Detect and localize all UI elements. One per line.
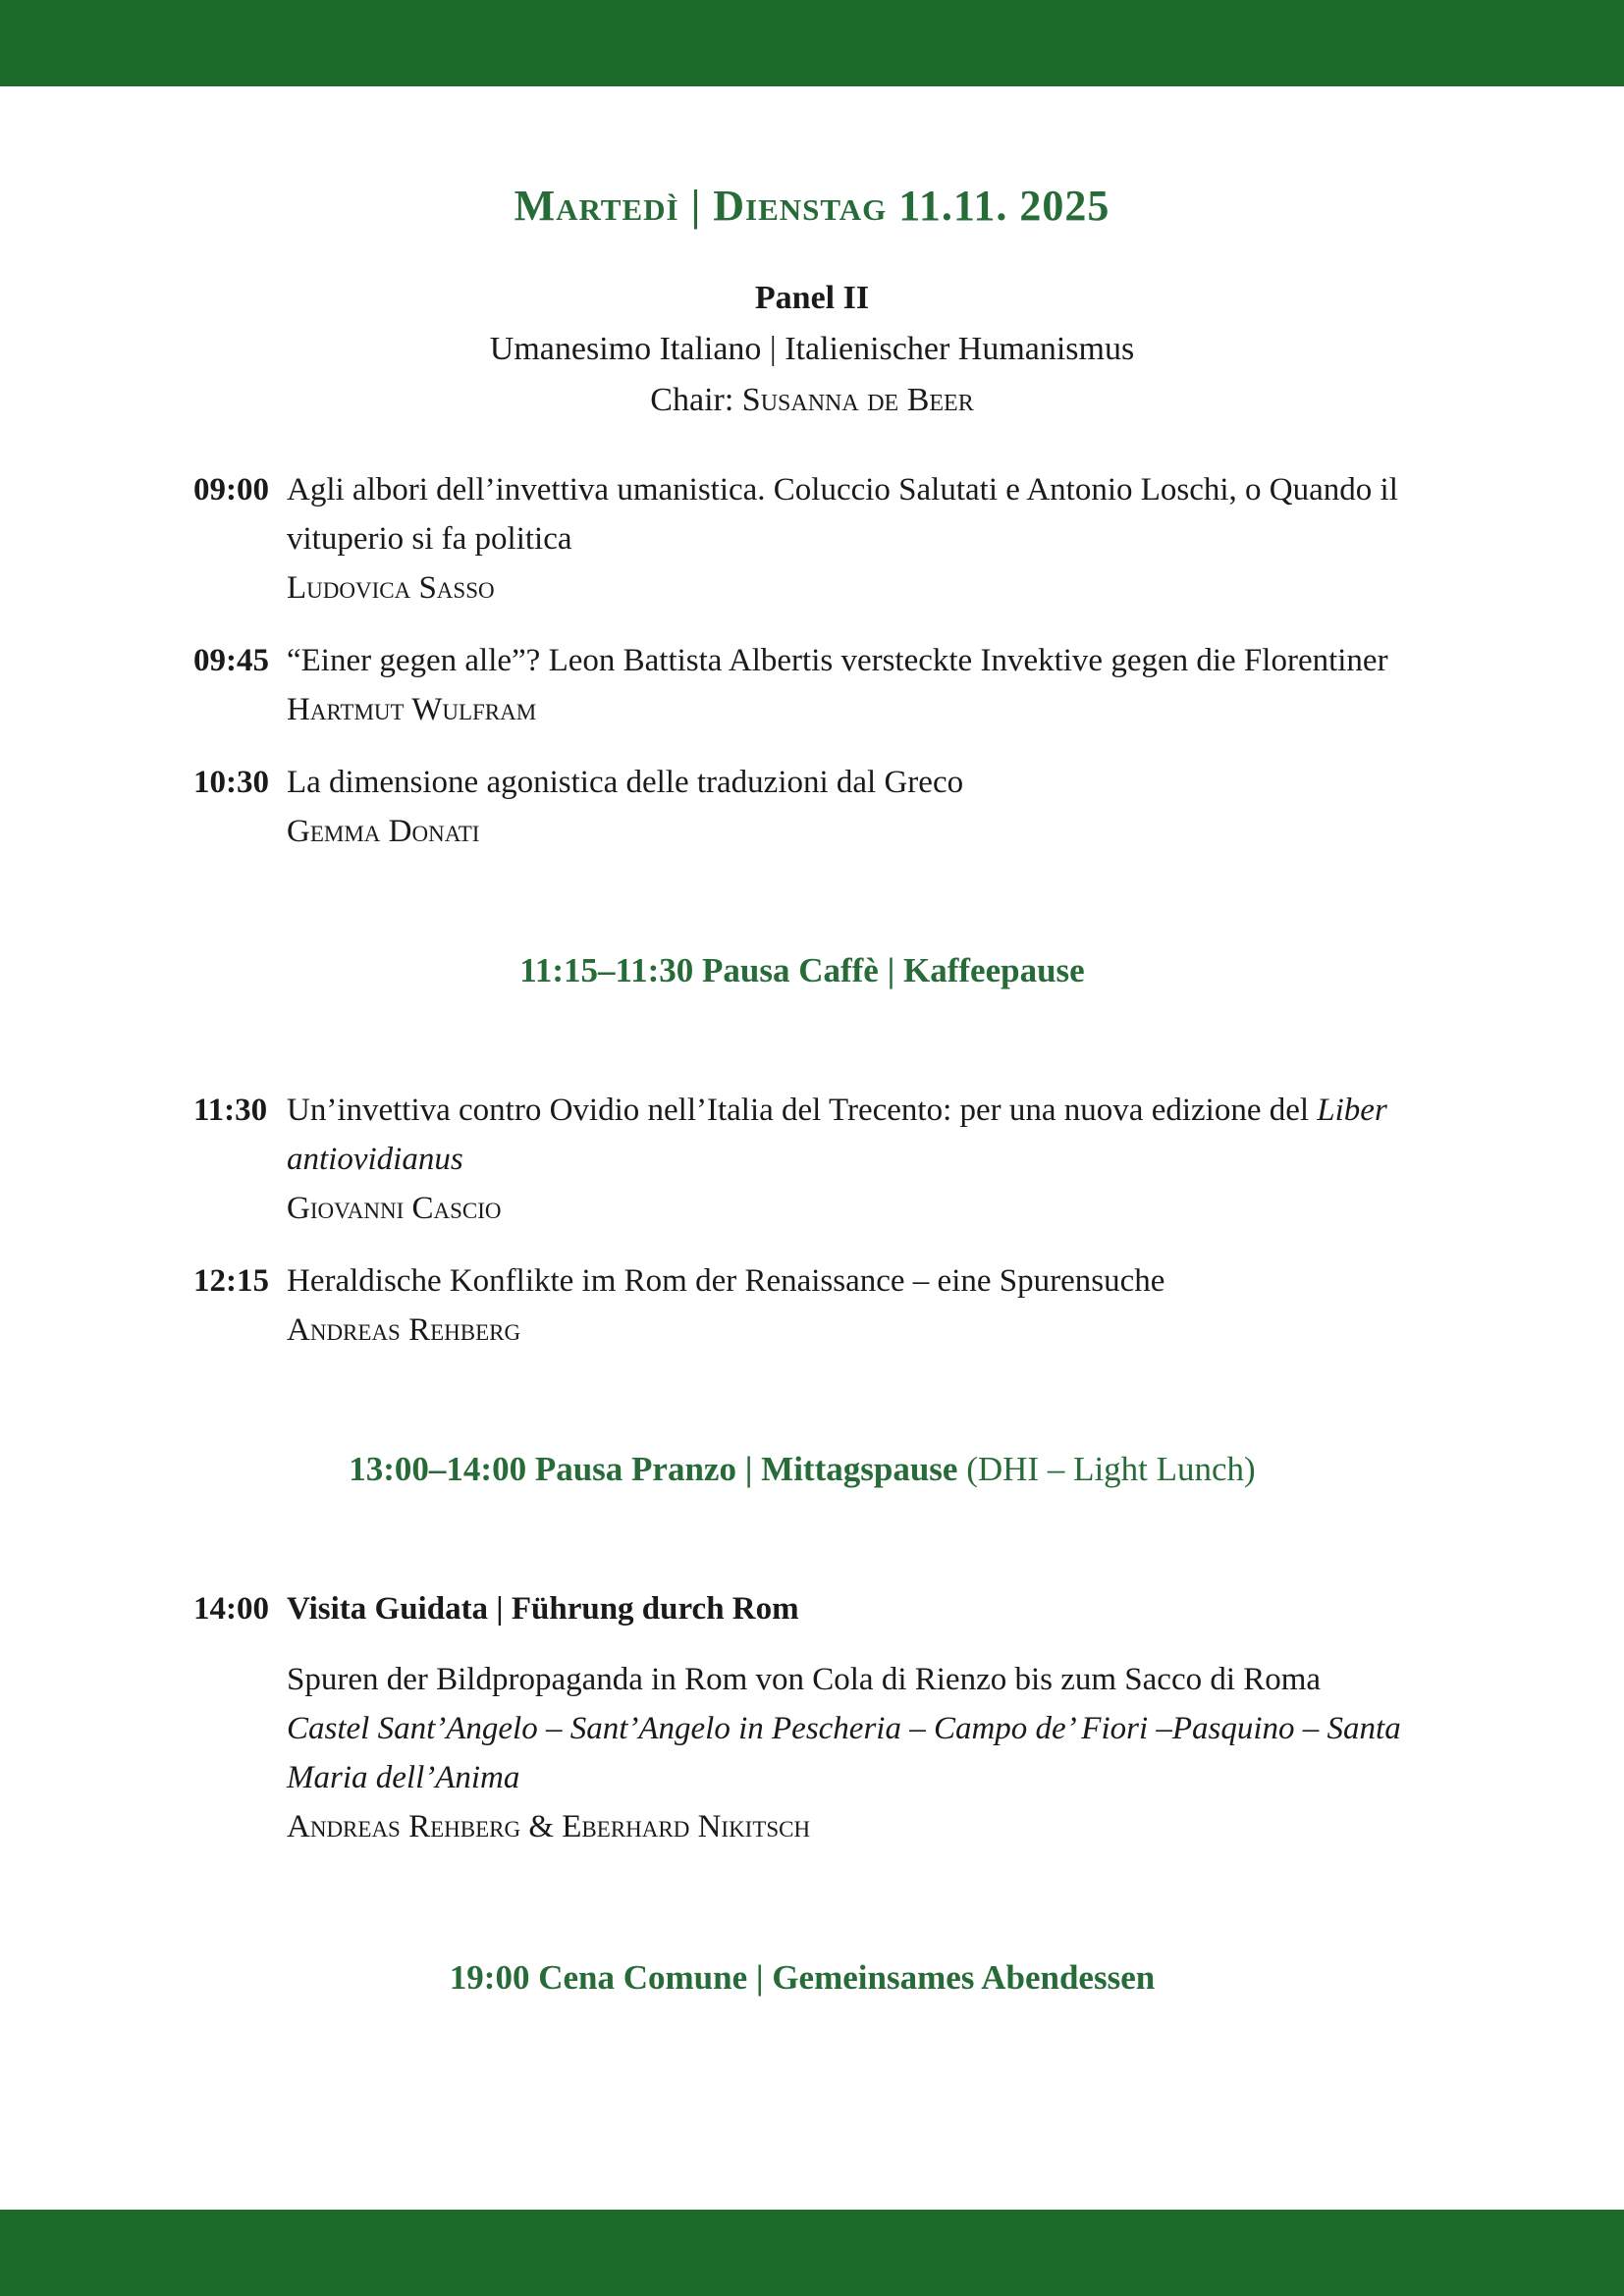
chair-label: Chair: [650, 382, 734, 418]
lunch-break-label: 13:00–14:00 Pausa Pranzo | Mittagspause [349, 1450, 958, 1488]
talk-title [287, 1086, 1406, 1184]
tour-body [287, 1584, 1406, 1851]
top-green-bar [0, 0, 1624, 86]
talk-0945 [193, 636, 1411, 734]
talk-body [287, 1256, 1406, 1355]
panel-header [0, 273, 1624, 426]
talk-speaker: Hartmut Wulfram [287, 692, 537, 727]
talk-title-italic: Liber antiovidianus [287, 1093, 1387, 1177]
tour-title: Visita Guidata | Führung durch Rom [287, 1591, 799, 1627]
talk-1130 [193, 1086, 1411, 1233]
talk-1030 [193, 758, 1411, 856]
program-content [0, 86, 1624, 2002]
talk-time: 11:30 [193, 1093, 268, 1128]
bottom-green-bar [0, 2210, 1624, 2296]
guided-tour [193, 1584, 1411, 1851]
tour-speakers: Andreas Rehberg & Eberhard Nikitsch [287, 1809, 811, 1844]
lunch-break-note: (DHI – Light Lunch) [966, 1450, 1256, 1488]
talk-title: “Einer gegen alle”? Leon Battista Albertis versteckte Invektive gegen die Florentiner [287, 643, 1388, 678]
tour-time: 14:00 [193, 1591, 269, 1627]
talk-title: Heraldische Konflikte im Rom der Renaissance – eine Spurensuche [287, 1263, 1165, 1299]
talk-time: 09:45 [193, 643, 269, 678]
tour-route: Castel Sant’Angelo – Sant’Angelo in Pescheria – Campo de’ Fiori –Pasquino – Santa Maria dell’Anima [287, 1711, 1401, 1795]
chair-name: Susanna de Beer [741, 382, 974, 418]
talk-0900 [193, 465, 1411, 613]
talk-title: La dimensione agonistica delle traduzioni dal Greco [287, 765, 964, 800]
tour-description: Spuren der Bildpropaganda in Rom von Cola di Rienzo bis zum Sacco di Roma [287, 1662, 1322, 1697]
talk-1215 [193, 1256, 1411, 1355]
talk-body [287, 636, 1406, 734]
talk-speaker: Ludovica Sasso [287, 570, 495, 606]
panel-chair [0, 375, 1624, 426]
talk-speaker: Giovanni Cascio [287, 1191, 502, 1226]
talk-speaker: Gemma Donati [287, 814, 480, 849]
talk-body [287, 1086, 1406, 1233]
dinner-line: 19:00 Cena Comune | Gemeinsames Abendessen [449, 1958, 1156, 1997]
day-title: Martedì | Dienstag 11.11. 2025 [514, 182, 1110, 230]
talk-time: 12:15 [193, 1263, 269, 1299]
coffee-break: 11:15–11:30 Pausa Caffè | Kaffeepause [519, 951, 1085, 989]
lunch-break [193, 1445, 1411, 1494]
talk-speaker: Andreas Rehberg [287, 1312, 521, 1348]
talk-time: 09:00 [193, 472, 269, 507]
talk-title-text: Un’invettiva contro Ovidio nell’Italia del Trecento: per una nuova edizione del [287, 1093, 1318, 1128]
schedule [193, 465, 1411, 2002]
talk-time: 10:30 [193, 765, 269, 800]
panel-title: Panel II [754, 280, 870, 316]
talk-body [287, 758, 1406, 856]
talk-body [287, 465, 1406, 613]
talk-title: Agli albori dell’invettiva umanistica. Coluccio Salutati e Antonio Loschi, o Quando il vituperio si fa politica [287, 472, 1398, 557]
panel-subtitle: Umanesimo Italiano | Italienischer Humanismus [489, 331, 1135, 367]
